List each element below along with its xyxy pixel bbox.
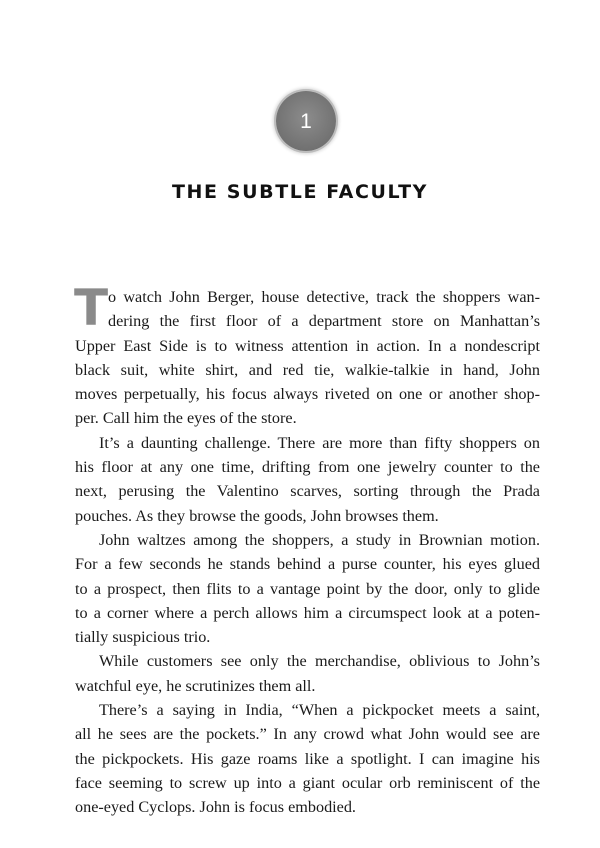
text-line: his floor at any one time, drifting from one jewelry counter to the [75, 458, 540, 477]
text-line: John waltzes among the shoppers, a study in Brownian motion. [99, 530, 540, 549]
text-line: watchful eye, he scrutinizes them all. [75, 676, 316, 695]
text-line: While customers see only the merchandise, oblivious to John’s [99, 652, 540, 671]
chapter-number-badge [276, 91, 336, 151]
chapter-body-text [74, 279, 540, 820]
drop-cap: T [74, 279, 109, 337]
text-line: pouches. As they browse the goods, John browses them. [75, 506, 439, 525]
text-line: black suit, white shirt, and red tie, walkie-talkie in hand, John [75, 360, 540, 379]
text-line: Upper East Side is to witness attention in action. In a nondescript [75, 336, 540, 355]
text-line: to a corner where a perch allows him a circumspect look at a poten- [75, 603, 540, 622]
text-line: dering the first floor of a department store on Manhattan’s [108, 312, 540, 331]
text-line: tially suspicious trio. [75, 628, 211, 647]
text-line: the pickpockets. His gaze roams like a spotlight. I can imagine his [75, 749, 540, 768]
paragraph [75, 528, 540, 649]
text-line: to a prospect, then flits to a vantage point by the door, only to glide [75, 579, 540, 598]
text-line: one-eyed Cyclops. John is focus embodied. [75, 798, 356, 817]
text-line: all he sees are the pockets.” In any crowd what John would see are [75, 725, 540, 744]
paragraph [75, 649, 540, 698]
paragraph [74, 279, 540, 431]
text-line: next, perusing the Valentino scarves, sorting through the Prada [75, 482, 540, 501]
text-line: per. Call him the eyes of the store. [75, 409, 297, 428]
text-line: There’s a saying in India, “When a pickpocket meets a saint, [99, 701, 540, 720]
chapter-title: THE SUBTLE FACULTY [171, 181, 429, 203]
text-line: face seeming to screw up into a giant ocular orb reminiscent of the [75, 773, 540, 792]
text-line: moves perpetually, his focus always riveted on one or another shop- [75, 385, 540, 404]
text-line: It’s a daunting challenge. There are more than fifty shoppers on [99, 433, 540, 452]
text-line: For a few seconds he stands behind a purse counter, his eyes glued [75, 555, 540, 574]
paragraph [75, 698, 540, 819]
paragraph [75, 431, 540, 528]
text-line: o watch John Berger, house detective, track the shoppers wan- [108, 288, 540, 306]
chapter-number: 1 [300, 109, 312, 133]
